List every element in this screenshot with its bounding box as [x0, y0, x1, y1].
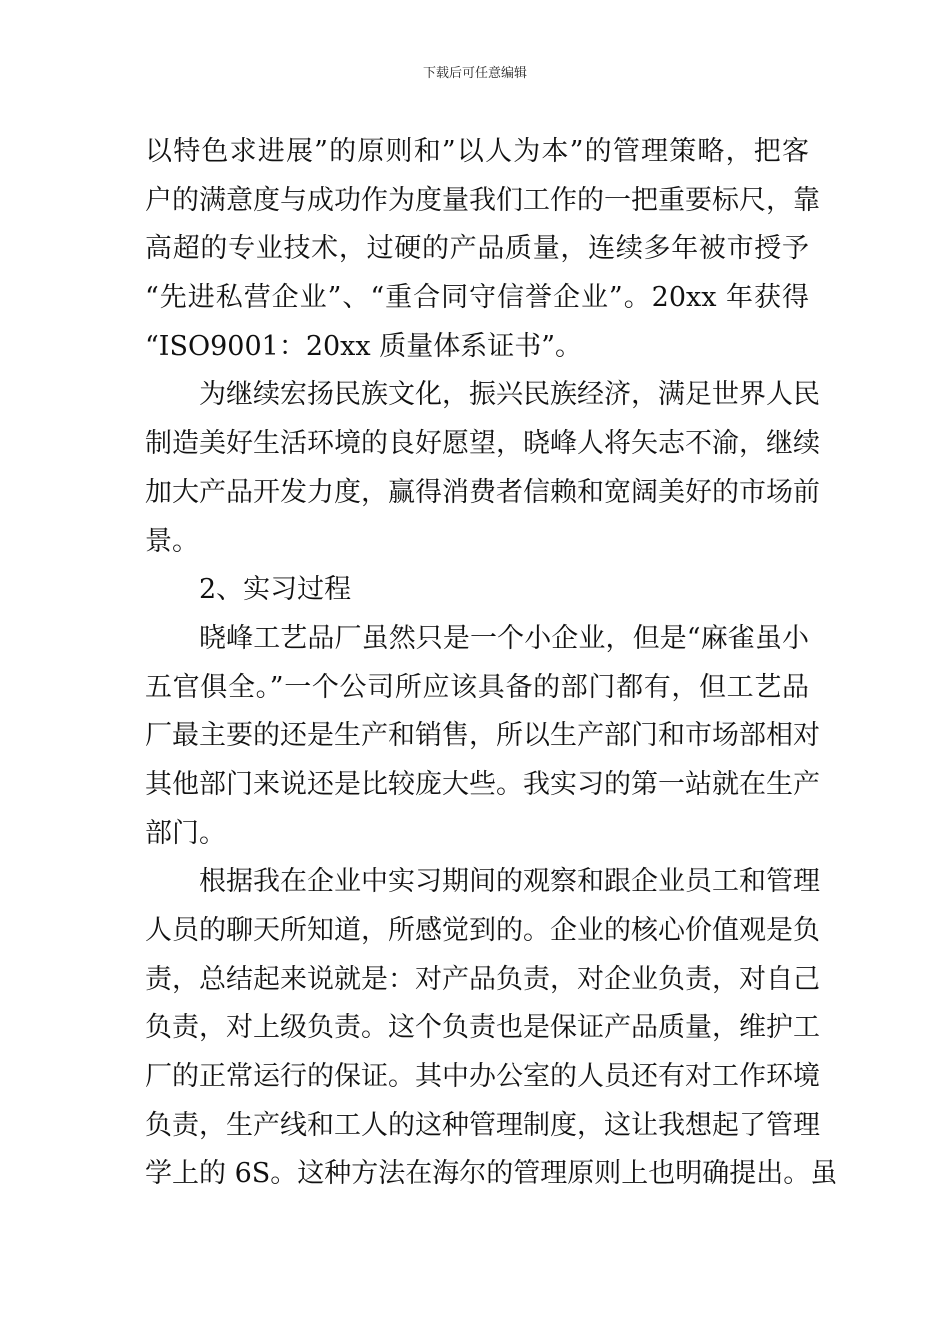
text-line: 户的满意度与成功作为度量我们工作的一把重要标尺，靠: [145, 184, 820, 216]
paragraph-first-line: 为继续宏扬民族文化，振兴民族经济，满足世界人民: [199, 379, 820, 411]
text-line: 人员的聊天所知道，所感觉到的。企业的核心价值观是负: [145, 915, 820, 946]
paragraph-first-line: 晓峰工艺品厂虽然只是一个小企业，但是“麻雀虽小: [199, 622, 809, 654]
paragraph-first-line: 根据我在企业中实习期间的观察和跟企业员工和管理: [199, 866, 820, 898]
section-heading: 2、实习过程: [199, 574, 352, 606]
text-line: 制造美好生活环境的良好愿望，晓峰人将矢志不渝，继续: [145, 428, 820, 460]
text-line: “先进私营企业”、“重合同守信誉企业”。20xx 年获得: [145, 282, 809, 314]
text-line: 负责，生产线和工人的这种管理制度，这让我想起了管理: [145, 1109, 820, 1141]
text-line: 加大产品开发力度，赢得消费者信赖和宽阔美好的市场前: [145, 476, 820, 508]
text-line: 责，总结起来说就是：对产品负责，对企业负责，对自己: [145, 963, 820, 995]
text-line: 景。: [145, 525, 199, 557]
text-line: 以特色求进展”的原则和”以人为本”的管理策略，把客: [145, 136, 809, 167]
text-line: 负责，对上级负责。这个负责也是保证产品质量，维护工: [145, 1012, 820, 1044]
text-line: 厂最主要的还是生产和销售，所以生产部门和市场部相对: [145, 720, 820, 752]
document-body: [145, 128, 838, 1199]
text-line: 其他部门来说还是比较庞大些。我实习的第一站就在生产: [145, 768, 820, 800]
page-header: 下载后可任意编辑: [422, 66, 527, 81]
text-line: 厂的正常运行的保证。其中办公室的人员还有对工作环境: [145, 1061, 820, 1093]
text-line: 部门。: [145, 817, 226, 849]
text-line: 五官俱全。”一个公司所应该具备的部门都有，但工艺品: [145, 671, 809, 703]
text-line: 学上的 6S。这种方法在海尔的管理原则上也明确提出。虽: [145, 1158, 838, 1190]
text-line: “ISO9001：20xx 质量体系证书”。: [145, 330, 583, 362]
text-line: 高超的专业技术，过硬的产品质量，连续多年被市授予: [145, 233, 809, 265]
